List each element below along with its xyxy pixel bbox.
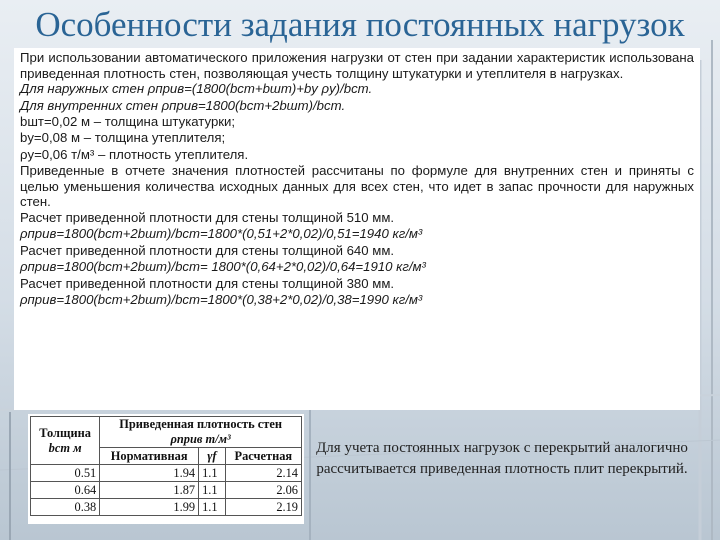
gamma-header: γf (199, 448, 226, 465)
density-table-panel (28, 414, 304, 524)
normative-header: Нормативная (100, 448, 199, 465)
explanation-paragraph: Приведенные в отчете значения плотностей рассчитаны по формуле для внутренних стен и приняты с целью уменьшения количества исходных данных для всех стен, что идет в запас прочности для наружных стен. (20, 163, 694, 210)
cell-calc: 2.14 (225, 465, 301, 482)
table-row (31, 482, 302, 499)
cell-normative: 1.99 (100, 499, 199, 516)
thickness-header (31, 417, 100, 465)
calc-380-label: Расчет приведенной плотности для стены толщиной 380 мм. (20, 275, 395, 291)
outer-wall-formula: Для наружных стен ρприв=(1800(bст+bшт)+bу ρу)/bст. (20, 81, 373, 97)
cell-gamma: 1.1 (199, 465, 226, 482)
insulation-thickness-line: bу=0,08 м – толщина утеплителя; (20, 130, 226, 146)
table-row (31, 499, 302, 516)
calc-header: Расчетная (225, 448, 301, 465)
calc-510-label: Расчет приведенной плотности для стены толщиной 510 мм. (20, 210, 395, 225)
cell-normative: 1.94 (100, 465, 199, 482)
density-header (100, 417, 302, 448)
insulation-density-line: ρу=0,06 т/м³ – плотность утеплителя. (20, 146, 249, 162)
cell-gamma: 1.1 (199, 482, 226, 499)
calc-640-formula: ρприв=1800(bст+2bшт)/bст= 1800*(0,64+2*0,02)/0,64=1910 кг/м³ (20, 259, 426, 275)
calc-380-formula: ρприв=1800(bст+2bшт)/bст=1800*(0,38+2*0,02)/0,38=1990 кг/м³ (20, 292, 423, 308)
intro-paragraph: При использовании автоматического приложения нагрузки от стен при задании характеристик использована приведенная плотность стен, позволяющая учесть толщину штукатурки и утеплителя в нагрузках. (20, 50, 694, 81)
main-text-panel (14, 48, 700, 410)
cell-gamma: 1.1 (199, 499, 226, 516)
cell-calc: 2.06 (225, 482, 301, 499)
slab-note: Для учета постоянных нагрузок с перекрытий аналогично рассчитывается приведенная плотность плит перекрытий. (316, 440, 688, 477)
density-header-line1: Приведенная плотность стен (119, 417, 282, 431)
calc-640-label: Расчет приведенной плотности для стены толщиной 640 мм. (20, 242, 395, 258)
slide-title: Особенности задания постоянных нагрузок (35, 5, 685, 44)
cell-thickness: 0.64 (31, 482, 100, 499)
density-table (30, 416, 302, 516)
cell-calc: 2.19 (225, 499, 301, 516)
cell-thickness: 0.51 (31, 465, 100, 482)
inner-wall-formula: Для внутренних стен ρприв=1800(bст+2bшт)/bст. (20, 97, 346, 113)
density-header-line2: ρприв т/м³ (170, 432, 231, 446)
plaster-thickness-line: bшт=0,02 м – толщина штукатурки; (20, 114, 236, 129)
thickness-header-line1: Толщина (39, 425, 91, 440)
cell-thickness: 0.38 (31, 499, 100, 516)
table-header-row (31, 417, 302, 448)
cell-normative: 1.87 (100, 482, 199, 499)
thickness-header-line2: bст м (48, 440, 82, 455)
table-row (31, 465, 302, 482)
calc-510-formula: ρприв=1800(bст+2bшт)/bст=1800*(0,51+2*0,02)/0,51=1940 кг/м³ (20, 226, 423, 242)
